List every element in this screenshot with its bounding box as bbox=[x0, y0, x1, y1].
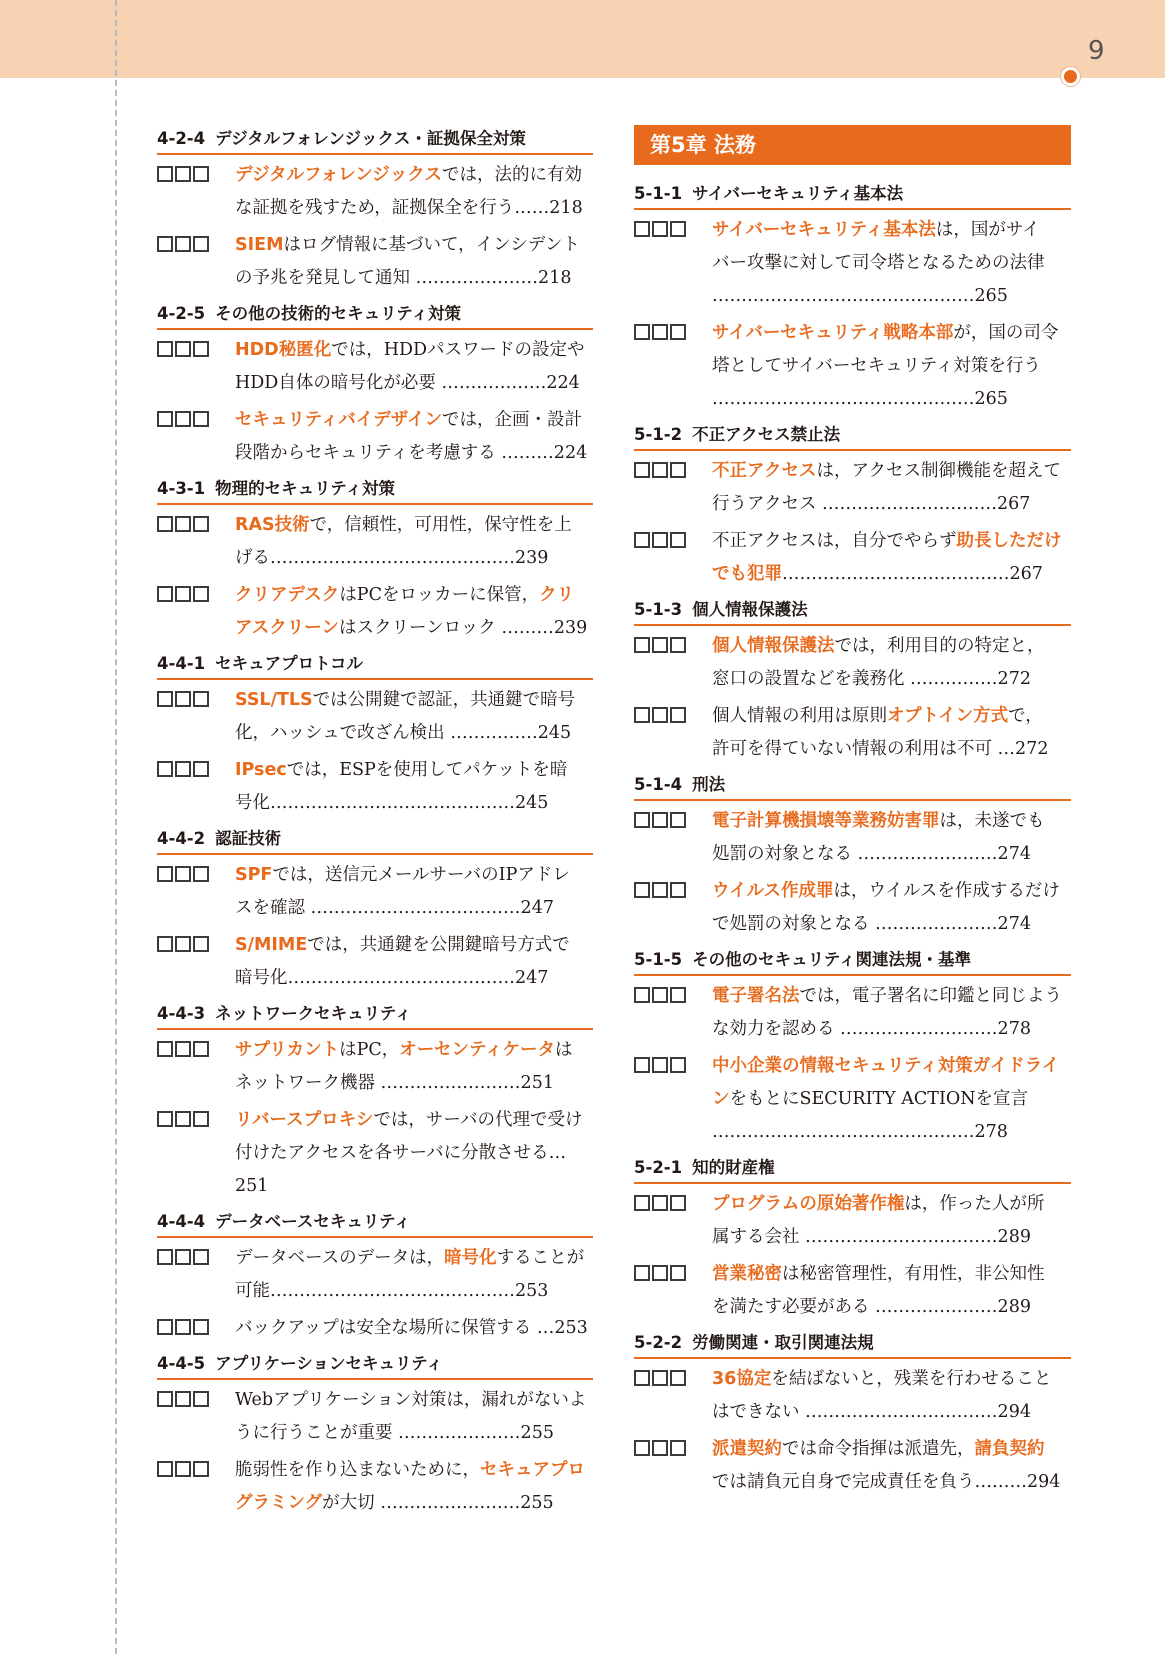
checklist-item bbox=[157, 579, 593, 645]
item-text: SPFでは，送信元メールサーバのIPアドレ スを確認 ………………………………247 bbox=[235, 865, 570, 918]
checkbox-icon[interactable] bbox=[652, 882, 668, 898]
checkbox-icon[interactable] bbox=[157, 411, 173, 427]
section-number: 4-2-4 bbox=[157, 129, 206, 148]
section-4-4-4 bbox=[157, 1211, 593, 1345]
checklist-item bbox=[157, 159, 593, 225]
section-title: 不正アクセス禁止法 bbox=[692, 425, 841, 444]
checkbox-icon[interactable] bbox=[670, 1440, 686, 1456]
section-number: 4-2-5 bbox=[157, 304, 206, 323]
section-5-1-2 bbox=[634, 424, 1071, 591]
checklist-item bbox=[634, 317, 1071, 416]
item-text: 電子署名法では，電子署名に印鑑と同じよう な効力を認める ………………………278 bbox=[712, 986, 1062, 1039]
checkbox-icon[interactable] bbox=[193, 1041, 209, 1057]
checkbox-icon[interactable] bbox=[193, 1319, 209, 1335]
checkbox-group bbox=[157, 859, 235, 925]
section-4-3-1 bbox=[157, 478, 593, 645]
checkbox-icon[interactable] bbox=[157, 1111, 173, 1127]
section-number: 4-3-1 bbox=[157, 479, 206, 498]
section-heading bbox=[157, 653, 593, 680]
section-heading bbox=[634, 183, 1071, 210]
checkbox-icon[interactable] bbox=[634, 812, 650, 828]
checkbox-icon[interactable] bbox=[175, 166, 191, 182]
checklist-item bbox=[157, 334, 593, 400]
checkbox-icon[interactable] bbox=[157, 166, 173, 182]
checkbox-icon[interactable] bbox=[652, 812, 668, 828]
section-heading bbox=[157, 478, 593, 505]
checkbox-icon[interactable] bbox=[634, 882, 650, 898]
checkbox-icon[interactable] bbox=[652, 987, 668, 1003]
section-title: 認証技術 bbox=[215, 829, 282, 848]
checkbox-icon[interactable] bbox=[652, 637, 668, 653]
checkbox-group bbox=[157, 684, 235, 750]
checkbox-icon[interactable] bbox=[175, 586, 191, 602]
section-number: 5-2-2 bbox=[634, 1333, 683, 1352]
checklist-item bbox=[634, 980, 1071, 1046]
item-text: 不正アクセスは，自分でやらず助長しただけ でも犯罪…………………………………267 bbox=[712, 531, 1062, 584]
item-text: サイバーセキュリティ戦略本部が，国の司令 塔としてサイバーセキュリティ対策を行う ………………………………………265 bbox=[712, 323, 1059, 409]
checkbox-icon[interactable] bbox=[175, 1111, 191, 1127]
checklist-item bbox=[157, 929, 593, 995]
checkbox-icon[interactable] bbox=[193, 936, 209, 952]
checkbox-icon[interactable] bbox=[157, 341, 173, 357]
checklist-item bbox=[634, 1188, 1071, 1254]
checklist-item bbox=[157, 229, 593, 295]
checklist-item bbox=[157, 1034, 593, 1100]
checkbox-icon[interactable] bbox=[175, 236, 191, 252]
section-title: セキュアプロトコル bbox=[215, 654, 363, 673]
checklist-item bbox=[634, 700, 1071, 766]
checkbox-icon[interactable] bbox=[157, 691, 173, 707]
checkbox-icon[interactable] bbox=[157, 1391, 173, 1407]
checkbox-icon[interactable] bbox=[175, 516, 191, 532]
checkbox-group bbox=[157, 1104, 235, 1203]
section-4-4-3 bbox=[157, 1003, 593, 1203]
checkbox-icon[interactable] bbox=[634, 1195, 650, 1211]
chapter-heading: 第5章 法務 bbox=[634, 125, 1071, 165]
item-text: セキュリティバイデザインでは，企画・設計 段階からセキュリティを考慮する ………224 bbox=[235, 410, 588, 463]
checkbox-icon[interactable] bbox=[634, 1370, 650, 1386]
item-text: ウイルス作成罪は，ウイルスを作成するだけ で処罰の対象となる …………………274 bbox=[712, 881, 1060, 934]
checklist-item bbox=[157, 509, 593, 575]
item-text: バックアップは安全な場所に保管する …253 bbox=[235, 1318, 588, 1338]
checklist-item bbox=[157, 1454, 593, 1520]
section-number: 5-1-2 bbox=[634, 425, 683, 444]
checklist-item bbox=[634, 1050, 1071, 1149]
checkbox-icon[interactable] bbox=[193, 586, 209, 602]
item-text: データベースのデータは，暗号化することが 可能……………………………………253 bbox=[235, 1248, 585, 1301]
section-5-1-1 bbox=[634, 183, 1071, 416]
checklist-item bbox=[157, 1312, 593, 1345]
checkbox-icon[interactable] bbox=[193, 1391, 209, 1407]
item-text: 個人情報の利用は原則オプトイン方式で， 許可を得ていない情報の利用は不可 …272 bbox=[712, 706, 1049, 759]
checkbox-icon[interactable] bbox=[175, 1041, 191, 1057]
checkbox-icon[interactable] bbox=[193, 866, 209, 882]
checklist-item bbox=[157, 754, 593, 820]
checklist-item bbox=[157, 1242, 593, 1308]
section-5-2-1 bbox=[634, 1157, 1071, 1324]
section-heading bbox=[157, 1211, 593, 1238]
section-5-1-4 bbox=[634, 774, 1071, 941]
checkbox-icon[interactable] bbox=[193, 1249, 209, 1265]
section-heading bbox=[157, 128, 593, 155]
checklist-item bbox=[157, 859, 593, 925]
section-title: デジタルフォレンジックス・証拠保全対策 bbox=[215, 129, 526, 148]
checkbox-icon[interactable] bbox=[193, 166, 209, 182]
checkbox-group bbox=[634, 1050, 712, 1149]
checkbox-icon[interactable] bbox=[652, 1265, 668, 1281]
item-text: SIEMはログ情報に基づいて，インシデント の予兆を発見して通知 …………………218 bbox=[235, 235, 580, 288]
checkbox-icon[interactable] bbox=[157, 1461, 173, 1477]
checklist-item bbox=[634, 1433, 1071, 1499]
section-number: 5-2-1 bbox=[634, 1158, 683, 1177]
checkbox-group bbox=[634, 630, 712, 696]
checkbox-icon[interactable] bbox=[175, 691, 191, 707]
checkbox-icon[interactable] bbox=[157, 516, 173, 532]
checkbox-icon[interactable] bbox=[193, 341, 209, 357]
checkbox-icon[interactable] bbox=[193, 691, 209, 707]
section-number: 5-1-1 bbox=[634, 184, 683, 203]
item-text: 中小企業の情報セキュリティ対策ガイドライ ンをもとにSECURITY ACTIONを宣言 ………………………………………278 bbox=[712, 1056, 1060, 1142]
checklist-item bbox=[634, 1363, 1071, 1429]
item-text: デジタルフォレンジックスでは，法的に有効 な証拠を残すため，証拠保全を行う……218 bbox=[235, 165, 583, 218]
section-heading bbox=[157, 1003, 593, 1030]
right-column bbox=[634, 128, 1071, 1507]
checkbox-icon[interactable] bbox=[652, 1440, 668, 1456]
section-heading bbox=[634, 949, 1071, 976]
checklist-item bbox=[634, 805, 1071, 871]
checkbox-icon[interactable] bbox=[193, 1111, 209, 1127]
checkbox-icon[interactable] bbox=[670, 1265, 686, 1281]
page-number: 9 bbox=[1088, 36, 1105, 66]
checkbox-group bbox=[157, 579, 235, 645]
checklist-item bbox=[634, 875, 1071, 941]
checkbox-icon[interactable] bbox=[652, 462, 668, 478]
checkbox-icon[interactable] bbox=[634, 462, 650, 478]
checklist-item bbox=[634, 630, 1071, 696]
section-number: 5-1-5 bbox=[634, 950, 683, 969]
checkbox-icon[interactable] bbox=[157, 1319, 173, 1335]
section-title: データベースセキュリティ bbox=[215, 1212, 411, 1231]
item-text: IPsecでは，ESPを使用してパケットを暗 号化……………………………………245 bbox=[235, 760, 568, 813]
checkbox-group bbox=[634, 1188, 712, 1254]
header-band bbox=[0, 0, 1165, 78]
section-5-1-5 bbox=[634, 949, 1071, 1149]
checkbox-icon[interactable] bbox=[670, 637, 686, 653]
checkbox-icon[interactable] bbox=[175, 1249, 191, 1265]
section-heading bbox=[634, 599, 1071, 626]
section-title: サイバーセキュリティ基本法 bbox=[692, 184, 904, 203]
checkbox-group bbox=[157, 1034, 235, 1100]
section-title: 知的財産権 bbox=[692, 1158, 775, 1177]
margin-dashed-line bbox=[115, 0, 117, 1654]
checkbox-icon[interactable] bbox=[634, 1265, 650, 1281]
checkbox-icon[interactable] bbox=[634, 707, 650, 723]
section-4-4-2 bbox=[157, 828, 593, 995]
checkbox-icon[interactable] bbox=[670, 882, 686, 898]
checklist-item bbox=[157, 684, 593, 750]
checkbox-icon[interactable] bbox=[670, 532, 686, 548]
checklist-item bbox=[634, 525, 1071, 591]
section-heading bbox=[634, 1332, 1071, 1359]
checkbox-group bbox=[157, 1384, 235, 1450]
section-number: 4-4-3 bbox=[157, 1004, 206, 1023]
checklist-item bbox=[157, 1384, 593, 1450]
checkbox-icon[interactable] bbox=[193, 411, 209, 427]
item-text: RAS技術で，信頼性，可用性，保守性を上 げる……………………………………239 bbox=[235, 515, 572, 568]
checkbox-icon[interactable] bbox=[670, 1370, 686, 1386]
item-text: プログラムの原始著作権は，作った人が所 属する会社 ……………………………289 bbox=[712, 1194, 1045, 1247]
checkbox-icon[interactable] bbox=[193, 1461, 209, 1477]
checkbox-icon[interactable] bbox=[175, 1391, 191, 1407]
section-4-2-4 bbox=[157, 128, 593, 295]
checkbox-icon[interactable] bbox=[670, 987, 686, 1003]
checkbox-icon[interactable] bbox=[670, 707, 686, 723]
checkbox-icon[interactable] bbox=[652, 707, 668, 723]
checklist-item bbox=[634, 214, 1071, 313]
checkbox-group bbox=[634, 1363, 712, 1429]
item-text: 脆弱性を作り込まないために，セキュアプロ グラミングが大切 ……………………255 bbox=[235, 1460, 585, 1513]
checkbox-group bbox=[634, 875, 712, 941]
section-title: その他のセキュリティ関連法規・基準 bbox=[692, 950, 971, 969]
checkbox-group bbox=[634, 805, 712, 871]
section-title: アプリケーションセキュリティ bbox=[215, 1354, 443, 1373]
checkbox-icon[interactable] bbox=[175, 761, 191, 777]
item-text: HDD秘匿化では，HDDパスワードの設定や HDD自体の暗号化が必要 ………………224 bbox=[235, 340, 585, 393]
item-text: SSL/TLSでは公開鍵で認証，共通鍵で暗号 化，ハッシュで改ざん検出 ……………245 bbox=[235, 690, 576, 743]
checkbox-icon[interactable] bbox=[670, 221, 686, 237]
checklist-item bbox=[157, 404, 593, 470]
section-number: 4-4-5 bbox=[157, 1354, 206, 1373]
checkbox-icon[interactable] bbox=[175, 1461, 191, 1477]
checklist-item bbox=[157, 1104, 593, 1203]
section-number: 4-4-1 bbox=[157, 654, 206, 673]
checkbox-group bbox=[634, 700, 712, 766]
checkbox-icon[interactable] bbox=[175, 866, 191, 882]
section-5-2-2 bbox=[634, 1332, 1071, 1499]
section-heading bbox=[157, 828, 593, 855]
item-text: S/MIMEでは，共通鍵を公開鍵暗号方式で 暗号化…………………………………247 bbox=[235, 935, 570, 988]
section-5-1-3 bbox=[634, 599, 1071, 766]
checkbox-icon[interactable] bbox=[175, 411, 191, 427]
section-number: 4-4-4 bbox=[157, 1212, 206, 1231]
checkbox-group bbox=[157, 1312, 235, 1345]
section-title: ネットワークセキュリティ bbox=[215, 1004, 412, 1023]
section-heading bbox=[634, 1157, 1071, 1184]
item-text: サイバーセキュリティ基本法は，国がサイ バー攻撃に対して司令塔となるための法律 ………………………………………265 bbox=[712, 220, 1045, 306]
checkbox-icon[interactable] bbox=[157, 1249, 173, 1265]
checkbox-group bbox=[157, 929, 235, 995]
checkbox-icon[interactable] bbox=[634, 532, 650, 548]
checkbox-group bbox=[157, 159, 235, 225]
checkbox-icon[interactable] bbox=[670, 1057, 686, 1073]
checkbox-icon[interactable] bbox=[652, 1370, 668, 1386]
checkbox-icon[interactable] bbox=[157, 236, 173, 252]
checkbox-icon[interactable] bbox=[157, 586, 173, 602]
checkbox-group bbox=[634, 455, 712, 521]
checkbox-group bbox=[157, 509, 235, 575]
checkbox-group bbox=[157, 404, 235, 470]
checkbox-icon[interactable] bbox=[193, 516, 209, 532]
checkbox-icon[interactable] bbox=[157, 1041, 173, 1057]
item-text: 個人情報保護法では，利用目的の特定と， 窓口の設置などを義務化 ……………272 bbox=[712, 636, 1045, 689]
checkbox-icon[interactable] bbox=[157, 866, 173, 882]
checkbox-icon[interactable] bbox=[652, 1057, 668, 1073]
section-heading bbox=[157, 1353, 593, 1380]
item-text: 不正アクセスは，アクセス制御機能を超えて 行うアクセス …………………………267 bbox=[712, 461, 1061, 514]
checkbox-group bbox=[157, 1454, 235, 1520]
checkbox-icon[interactable] bbox=[634, 1440, 650, 1456]
checkbox-group bbox=[634, 1433, 712, 1499]
checkbox-icon[interactable] bbox=[634, 221, 650, 237]
checkbox-icon[interactable] bbox=[175, 936, 191, 952]
checkbox-icon[interactable] bbox=[175, 341, 191, 357]
section-heading bbox=[634, 424, 1071, 451]
item-text: リバースプロキシでは，サーバの代理で受け 付けたアクセスを各サーバに分散させる…251 bbox=[235, 1110, 583, 1196]
section-title: 個人情報保護法 bbox=[692, 600, 808, 619]
checkbox-icon[interactable] bbox=[193, 761, 209, 777]
section-number: 4-4-2 bbox=[157, 829, 206, 848]
section-title: その他の技術的セキュリティ対策 bbox=[215, 304, 461, 323]
checkbox-icon[interactable] bbox=[670, 462, 686, 478]
checkbox-icon[interactable] bbox=[670, 324, 686, 340]
checkbox-group bbox=[157, 334, 235, 400]
checkbox-icon[interactable] bbox=[652, 324, 668, 340]
page-marker-dot bbox=[1061, 67, 1080, 86]
checkbox-group bbox=[634, 1258, 712, 1324]
section-heading bbox=[157, 303, 593, 330]
item-text: Webアプリケーション対策は，漏れがないよ うに行うことが重要 …………………255 bbox=[235, 1390, 587, 1443]
item-text: 電子計算機損壊等業務妨害罪は，未遂でも 処罰の対象となる ……………………274 bbox=[712, 811, 1045, 864]
checkbox-icon[interactable] bbox=[652, 221, 668, 237]
section-4-4-1 bbox=[157, 653, 593, 820]
right-sections bbox=[634, 183, 1071, 1499]
section-number: 5-1-3 bbox=[634, 600, 683, 619]
section-title: 刑法 bbox=[692, 775, 726, 794]
checkbox-group bbox=[157, 229, 235, 295]
checkbox-icon[interactable] bbox=[634, 987, 650, 1003]
item-text: 営業秘密は秘密管理性，有用性，非公知性 を満たす必要がある …………………289 bbox=[712, 1264, 1045, 1317]
left-column bbox=[157, 128, 593, 1528]
checkbox-group bbox=[634, 214, 712, 313]
checkbox-icon[interactable] bbox=[175, 1319, 191, 1335]
checkbox-icon[interactable] bbox=[634, 637, 650, 653]
checkbox-icon[interactable] bbox=[634, 324, 650, 340]
checkbox-group bbox=[634, 980, 712, 1046]
checkbox-icon[interactable] bbox=[652, 1195, 668, 1211]
checkbox-icon[interactable] bbox=[193, 236, 209, 252]
checkbox-icon[interactable] bbox=[652, 532, 668, 548]
section-4-2-5 bbox=[157, 303, 593, 470]
checkbox-icon[interactable] bbox=[634, 1057, 650, 1073]
section-4-4-5 bbox=[157, 1353, 593, 1520]
section-number: 5-1-4 bbox=[634, 775, 683, 794]
checkbox-icon[interactable] bbox=[670, 812, 686, 828]
checkbox-icon[interactable] bbox=[157, 761, 173, 777]
item-text: 派遣契約では命令指揮は派遣先，請負契約 では請負元自身で完成責任を負う………294 bbox=[712, 1439, 1061, 1492]
checklist-item bbox=[634, 1258, 1071, 1324]
item-text: 36協定を結ばないと，残業を行わせること はできない ……………………………294 bbox=[712, 1369, 1052, 1422]
checkbox-group bbox=[634, 317, 712, 416]
checkbox-group bbox=[157, 1242, 235, 1308]
checkbox-group bbox=[634, 525, 712, 591]
section-heading bbox=[634, 774, 1071, 801]
item-text: サプリカントはPC，オーセンティケータは ネットワーク機器 ……………………251 bbox=[235, 1040, 573, 1093]
section-title: 物理的セキュリティ対策 bbox=[215, 479, 395, 498]
checkbox-icon[interactable] bbox=[157, 936, 173, 952]
checkbox-group bbox=[157, 754, 235, 820]
checklist-item bbox=[634, 455, 1071, 521]
item-text: クリアデスクはPCをロッカーに保管，クリ アスクリーンはスクリーンロック ………239 bbox=[235, 585, 588, 638]
section-title: 労働関連・取引関連法規 bbox=[692, 1333, 874, 1352]
checkbox-icon[interactable] bbox=[670, 1195, 686, 1211]
